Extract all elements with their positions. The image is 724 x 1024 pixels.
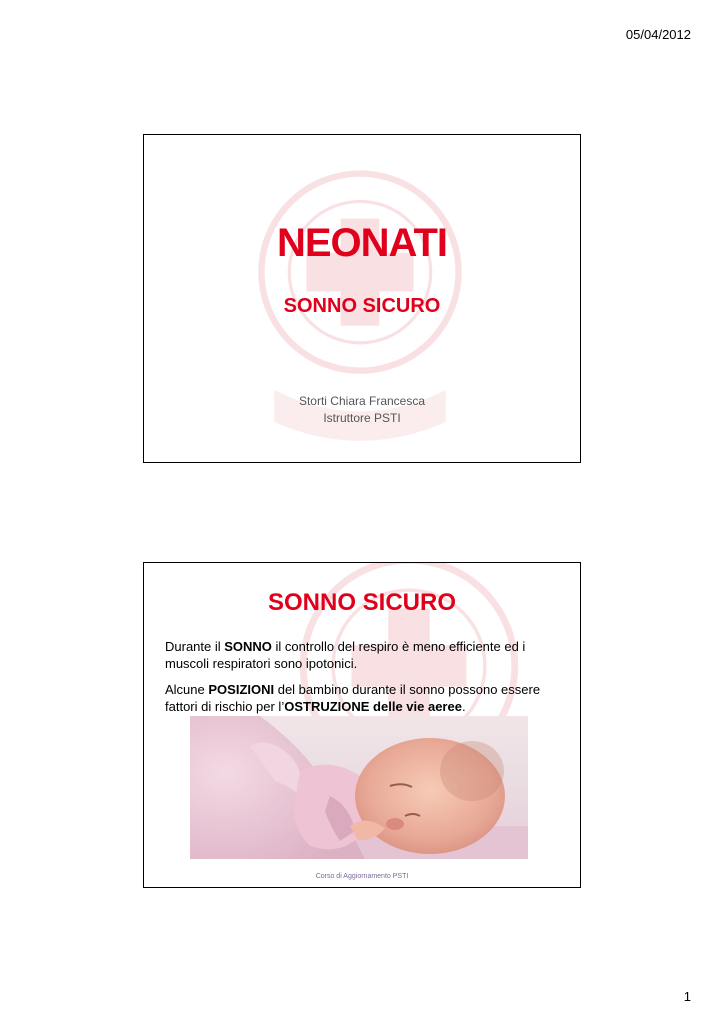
author-role: Istruttore PSTI bbox=[323, 411, 401, 425]
emphasis-sonno: SONNO bbox=[224, 639, 272, 654]
text: Alcune bbox=[165, 682, 209, 697]
sleeping-baby-photo bbox=[190, 716, 528, 859]
author-name: Storti Chiara Francesca bbox=[298, 394, 426, 408]
author-block bbox=[144, 393, 580, 427]
page-number: 1 bbox=[683, 989, 691, 1004]
paragraph-sonno bbox=[165, 638, 565, 672]
text: il controllo del respiro è meno efficiente ed i muscoli respiratori sono ipotonici. bbox=[165, 639, 526, 671]
text: Durante il bbox=[165, 639, 225, 654]
slide1-title: NEONATI bbox=[276, 221, 448, 265]
emphasis-posizioni: POSIZIONI bbox=[208, 682, 275, 697]
slide-footer: Corso di Aggiornamento PSTI bbox=[315, 873, 409, 880]
emphasis-ostruzione: OSTRUZIONE delle vie aeree bbox=[284, 699, 462, 714]
baby-illustration bbox=[190, 716, 528, 859]
slide1-subtitle: SONNO SICURO bbox=[283, 295, 441, 317]
slide-title bbox=[143, 134, 581, 463]
text: del bambino durante il sonno possono essere fattori di rischio per l’ bbox=[165, 682, 541, 714]
slide-sonno-sicuro bbox=[143, 562, 581, 888]
text: . bbox=[461, 699, 466, 714]
paragraph-posizioni bbox=[165, 681, 565, 715]
date: 05/04/2012 bbox=[625, 27, 691, 42]
slide2-title: SONNO SICURO bbox=[267, 589, 456, 616]
